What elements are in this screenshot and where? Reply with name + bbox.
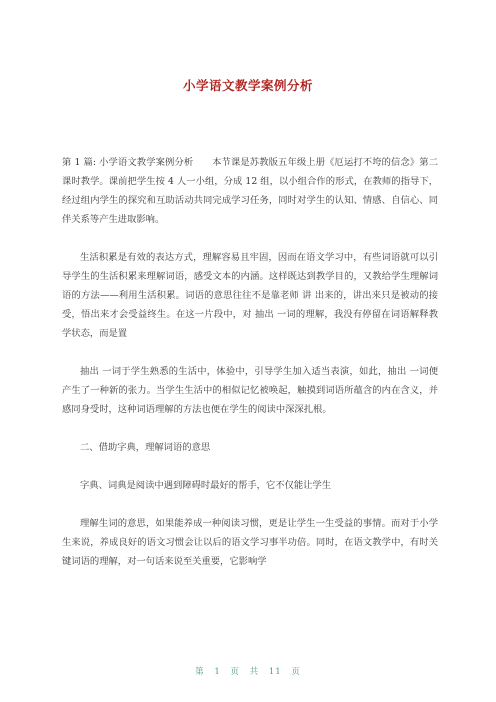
paragraph-intro: 第 1 篇: 小学语文教学案例分析 本节课是苏教版五年级上册《厄运打不垮的信念》第二课时教学。课前把学生按 4 人一小组，分成 12 组，以小组合作的形式，在教师的指导下，经过组内学生的探究和互助活动共同完成学习任务，同时对学生的认知、情感、自信心、同伴关系等产生进取影响。 (62, 157, 438, 225)
paragraph-extraction: 抽出 一词于学生熟悉的生活中，体验中，引导学生加入适当表演，如此，抽出 一词便产生了一种新的张力。当学生生活中的相似记忆被唤起，触摸到词语所蕴含的内在含义，并感同身受时，这种词语理解的方法也便在学生的阅读中深深扎根。 (62, 366, 438, 415)
paragraph-reading-habit: 理解生词的意思，如果能养成一种阅读习惯，更是让学生一生受益的事情。而对于小学生来说，养成良好的语文习惯会让以后的语文学习事半功倍。同时，在语文教学中，有时关键词语的理解，对一句话来说至关重要，它影响学 (62, 518, 438, 567)
paragraph-life-accumulation: 生活积累是有效的表达方式，理解容易且牢固，因而在语文学习中，有些词语就可以引导学生的生活积累来理解词语，感受文本的内涵。这样既达到教学目的，又教给学生理解词语的方法——利用生活积累。词语的意思往往不是靠老师 讲 出来的，讲出来只是被动的接受，悟出来才会受益终生。在这一片段中，对 抽出 一词的理解，我没有停留在词语解释教学状态，而是置 (62, 252, 438, 339)
paragraph-dictionary: 字典、词典是阅读中遇到障碍时最好的帮手，它不仅能让学生 (80, 480, 332, 491)
section-heading-dictionary: 二、借助字典，理解词语的意思 (80, 442, 211, 453)
document-body (62, 153, 438, 590)
page-number-footer: 第 1 页 共 11 页 (195, 667, 301, 677)
document-title: 小学语文教学案例分析 (182, 78, 313, 93)
